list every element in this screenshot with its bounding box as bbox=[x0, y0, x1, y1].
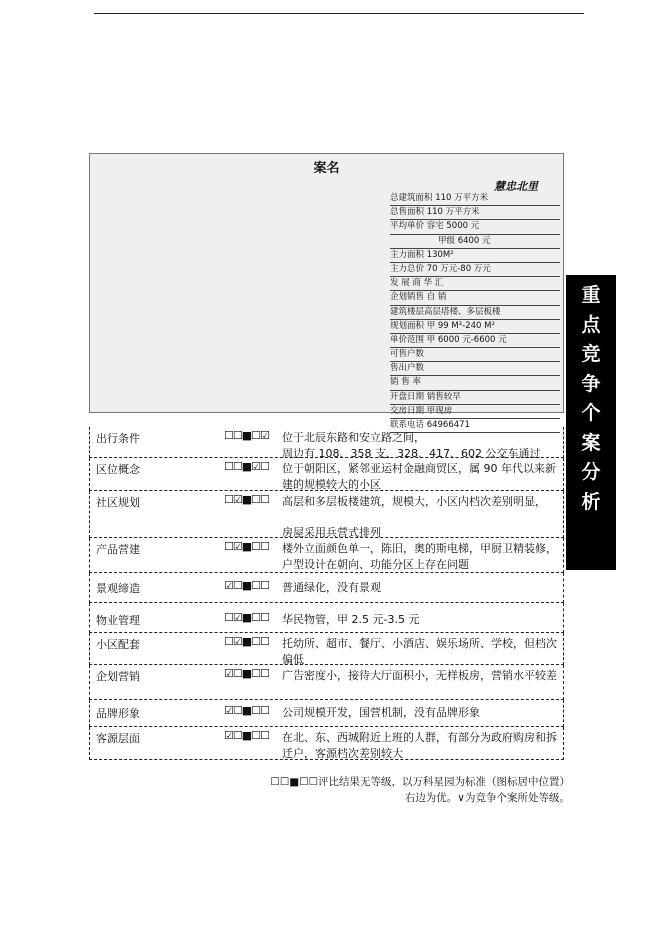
side-title-char: 析 bbox=[581, 490, 601, 513]
fact-item: 平均单价 容宅 5000 元 bbox=[390, 220, 560, 234]
side-title-char: 竞 bbox=[581, 343, 601, 365]
side-title bbox=[566, 275, 616, 570]
table-row bbox=[89, 458, 564, 491]
row-label: 景观缔造 bbox=[96, 582, 140, 595]
side-title-char: 争 bbox=[581, 372, 601, 395]
fact-item: 总建筑面积 110 万平方米 bbox=[390, 192, 560, 206]
header-rule bbox=[94, 13, 584, 14]
fact-item: 售出户数 bbox=[390, 362, 560, 376]
row-desc: 在北、东、西城附近上班的人群，有部分为政府购房和拆迁户，客源档次差别较大 bbox=[282, 731, 557, 760]
rating-boxes: ☐☐■☑☐ bbox=[224, 460, 269, 473]
fact-item: 交房日期 甲现房 bbox=[390, 405, 560, 419]
rating-boxes: ☐☑■☐☐ bbox=[224, 635, 269, 648]
table-row bbox=[89, 700, 564, 727]
rating-boxes: ☑☐■☐☐ bbox=[224, 579, 269, 592]
table-row bbox=[89, 427, 564, 458]
fact-item: 主力面积 130M² bbox=[390, 249, 560, 263]
fact-item: 企划销售 自 销 bbox=[390, 291, 560, 305]
fact-list bbox=[390, 192, 560, 433]
side-title-char: 重 bbox=[581, 284, 601, 306]
footer-line: 右边为优。∨为竞争个案所处等级。 bbox=[404, 792, 570, 804]
table-row bbox=[89, 727, 564, 760]
rating-boxes: ☑☐■☐☐ bbox=[224, 704, 269, 717]
row-label: 产品营建 bbox=[96, 543, 140, 556]
row-desc: 高层和多层板楼建筑，规模大，小区内档次差别明显， 房屋采用兵营式排列 bbox=[282, 495, 546, 539]
rating-boxes: ☐☑■☐☐ bbox=[224, 540, 269, 553]
table-row bbox=[89, 573, 564, 603]
row-label: 物业管理 bbox=[96, 614, 140, 627]
fact-item: 规划面积 甲 99 M²-240 M² bbox=[390, 320, 560, 334]
row-label: 品牌形象 bbox=[96, 707, 140, 720]
rating-boxes: ☐☑■☐☐ bbox=[224, 493, 269, 506]
fact-item: 单价范围 甲 6000 元-6600 元 bbox=[390, 334, 560, 348]
row-desc: 托幼所、超市、餐厅、小酒店、娱乐场所、学校，但档次偏低 bbox=[282, 637, 557, 666]
fact-item: 联系电话 64966471 bbox=[390, 419, 560, 433]
row-label: 出行条件 bbox=[96, 432, 140, 445]
table-row bbox=[89, 633, 564, 665]
fact-item: 可售户数 bbox=[390, 348, 560, 362]
row-desc: 位于北辰东路和安立路之间， 周边有 108、358 支、328、417、602 公交车通过 bbox=[282, 431, 541, 460]
row-desc: 位于朝阳区，紧邻亚运村金融商贸区，属 90 年代以来新建的规模较大的小区 bbox=[282, 462, 556, 491]
fact-item: 开盘日期 销售较早 bbox=[390, 391, 560, 405]
rating-boxes: ☑☐■☐☐ bbox=[224, 729, 269, 742]
rating-boxes: ☐☑■☐☐ bbox=[224, 611, 269, 624]
row-label: 区位概念 bbox=[96, 463, 140, 476]
row-desc: 华民物管，甲 2.5 元-3.5 元 bbox=[282, 613, 420, 626]
row-label: 小区配套 bbox=[96, 638, 140, 651]
footer-line: ☐☐■☐☐评比结果无等级，以万科星园为标准（图标居中位置） bbox=[270, 776, 570, 788]
table-row bbox=[89, 491, 564, 538]
fact-item: 总售面积 110 万平方米 bbox=[390, 206, 560, 220]
project-card bbox=[89, 153, 564, 430]
rating-boxes: ☑☐■☐☐ bbox=[224, 667, 269, 680]
row-label: 客源层面 bbox=[96, 732, 140, 745]
fact-item: 主力总价 70 万元-80 万元 bbox=[390, 263, 560, 277]
fact-item: 发 展 商 华 汇 bbox=[390, 277, 560, 291]
fact-item: 甲级 6400 元 bbox=[390, 235, 560, 249]
row-desc: 公司规模开发，国营机制，没有品牌形象 bbox=[282, 706, 480, 719]
row-desc: 广告密度小，接待大厅面积小，无样板房，营销水平较差 bbox=[282, 669, 557, 682]
row-desc: 楼外立面颜色单一，陈旧，奥的斯电梯，甲厨卫精装修，户型设计在朝向、功能分区上存在问题 bbox=[282, 542, 557, 571]
rating-boxes: ☐☐■☐☑ bbox=[224, 429, 269, 442]
row-label: 社区规划 bbox=[96, 496, 140, 509]
fact-item: 建筑楼层高层塔楼、多层板楼 bbox=[390, 306, 560, 320]
table-row bbox=[89, 665, 564, 700]
row-label: 企划营销 bbox=[96, 670, 140, 683]
side-title-char: 个 bbox=[581, 402, 601, 424]
card-title: 案名 bbox=[313, 161, 340, 176]
table-row bbox=[89, 603, 564, 633]
fact-item: 销 售 率 bbox=[390, 376, 560, 390]
project-name: 慧忠北里 bbox=[494, 180, 538, 193]
side-title-char: 分 bbox=[581, 461, 601, 483]
footer-note bbox=[230, 774, 570, 806]
side-title-char: 点 bbox=[581, 313, 601, 336]
table-row bbox=[89, 538, 564, 573]
row-desc: 普通绿化，没有景观 bbox=[282, 581, 381, 594]
side-title-char: 案 bbox=[581, 431, 601, 454]
